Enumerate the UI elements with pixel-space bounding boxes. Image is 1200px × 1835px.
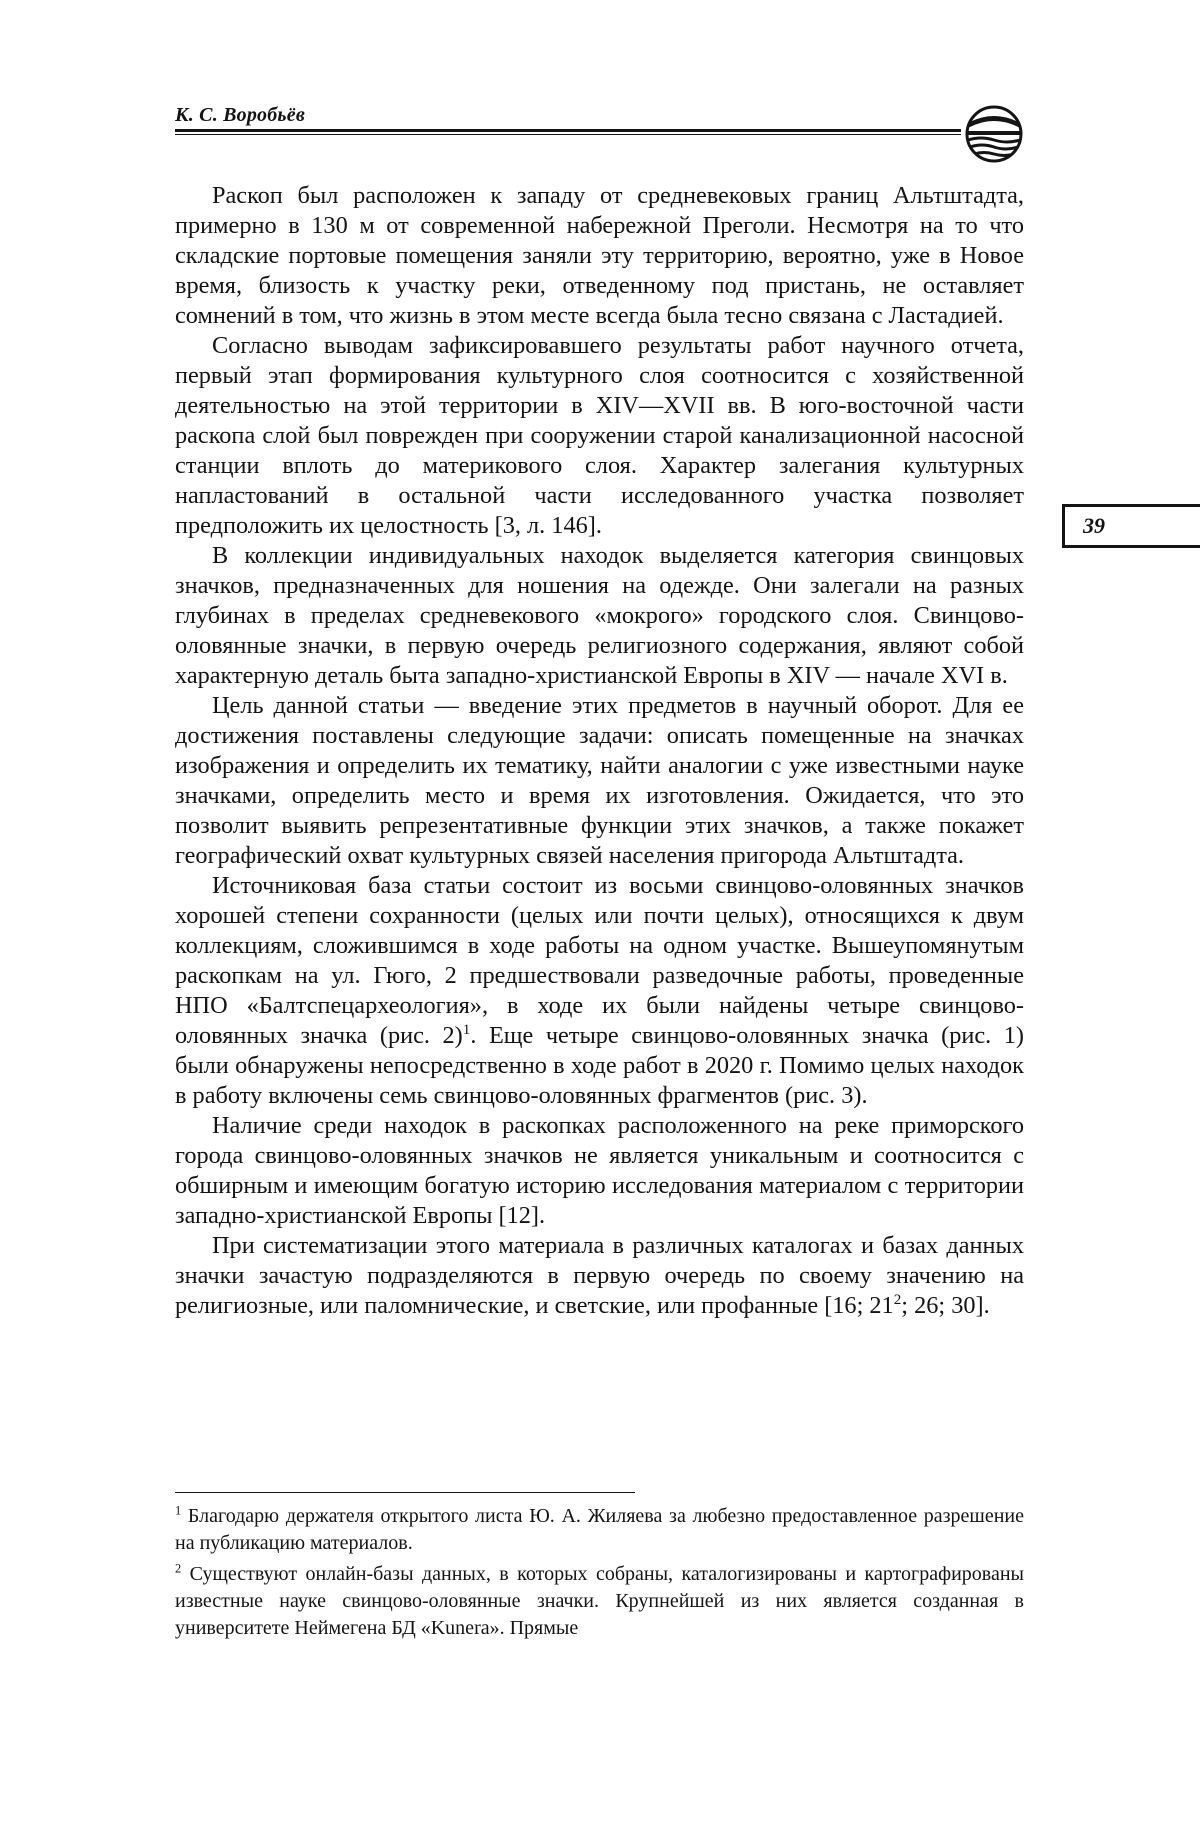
paragraph-4: Цель данной статьи — введение этих предметов в научный оборот. Для ее достижения поставлены следующие задачи: описать помещенные на значках изображения и определить их тематику, найти аналогии с уже известными науке значками, определить место и время их изготовления. Ожидается, что это позволит выявить репрезентативные функции этих значков, а также покажет географический охват культурных связей населения пригорода Альтштадта.	[175, 692, 1024, 869]
paragraph-5	[175, 871, 1024, 1111]
footnote-ref-2[interactable]: 2	[893, 1291, 902, 1308]
footnotes	[175, 1503, 1024, 1646]
running-head-author: К. С. Воробьёв	[175, 104, 305, 126]
paragraph-6: Наличие среди находок в раскопках расположенного на реке приморского города свинцово-оловянных значков не является уникальным и соотносится с обширным и имеющим богатую историю исследования материалом с территории западно-христианской Европы [12].	[175, 1112, 1024, 1229]
journal-logo-icon	[964, 104, 1024, 164]
footnote-separator	[175, 1492, 635, 1493]
footnote-1-text: Благодарю держателя открытого листа Ю. А. Жиляева за любезно предоставленное разрешение на публикацию материалов.	[175, 1505, 1024, 1554]
paragraph-5-text-b: . Еще четыре свинцово-оловянных значка (рис. 1) были обнаружены непосредственно в ходе работ в 2020 г. Помимо целых находок в работу включены семь свинцово-оловянных фрагментов (рис. 3).	[175, 1022, 1024, 1109]
footnote-2	[175, 1561, 1024, 1642]
header-rule-thick	[175, 129, 961, 132]
footnote-mark-1: 1	[175, 1503, 182, 1518]
footnote-2-text: Существуют онлайн-базы данных, в которых собраны, каталогизированы и картографированы известные науке свинцово-оловянные значки. Крупнейшей из них является созданная в университете Неймегена БД «Kunera». Прямые	[175, 1563, 1024, 1639]
page-number-tab	[1062, 504, 1200, 548]
paragraph-3: В коллекции индивидуальных находок выделяется категория свинцовых значков, предназначенных для ношения на одежде. Они залегали на разных глубинах в пределах средневекового «мокрого» городского слоя. Свинцово-оловянные значки, в первую очередь религиозного содержания, являют собой характерную деталь быта западно-христианской Европы в XIV — начале XVI в.	[175, 542, 1024, 689]
paragraph-7	[175, 1231, 1024, 1321]
page-number: 39	[1083, 513, 1105, 538]
paragraph-2: Согласно выводам зафиксировавшего результаты работ научного отчета, первый этап формирования культурного слоя соотносится с хозяйственной деятельностью на этой территории в XIV—XVII вв. В юго-восточной части раскопа слой был поврежден при сооружении старой канализационной насосной станции вплоть до материкового слоя. Характер залегания культурных напластований в остальной части исследованного участка позволяет предположить их целостность [3, л. 146].	[175, 332, 1024, 539]
header-rule-thin	[175, 134, 961, 135]
footnote-1	[175, 1503, 1024, 1557]
paragraph-1: Раскоп был расположен к западу от средневековых границ Альтштадта, примерно в 130 м от современной набережной Преголи. Несмотря на то что складские портовые помещения заняли эту территорию, вероятно, уже в Новое время, близость к участку реки, отведенному под пристань, не оставляет сомнений в том, что жизнь в этом месте всегда была тесно связана с Ластадией.	[175, 182, 1024, 329]
paragraph-7-text-b: ; 26; 30].	[901, 1292, 990, 1319]
paragraph-7-text-a: При систематизации этого материала в различных каталогах и базах данных значки зачастую подразделяются в первую очередь по своему значению на религиозные, или паломнические, и светские, или профанные [16; 21	[175, 1232, 1024, 1319]
footnote-mark-2: 2	[175, 1561, 182, 1576]
article-body	[175, 181, 1024, 1321]
footnote-ref-1[interactable]: 1	[462, 1021, 471, 1038]
paragraph-5-text-a: Источниковая база статьи состоит из восьми свинцово-оловянных значков хорошей степени сохранности (целых или почти целых), относящихся к двум коллекциям, сложившимся в ходе работы на одном участке. Вышеупомянутым раскопкам на ул. Гюго, 2 предшествовали разведочные работы, проведенные НПО «Балтспецархеология», в ходе их были найдены четыре свинцово-оловянных значка (рис. 2)	[175, 872, 1024, 1049]
